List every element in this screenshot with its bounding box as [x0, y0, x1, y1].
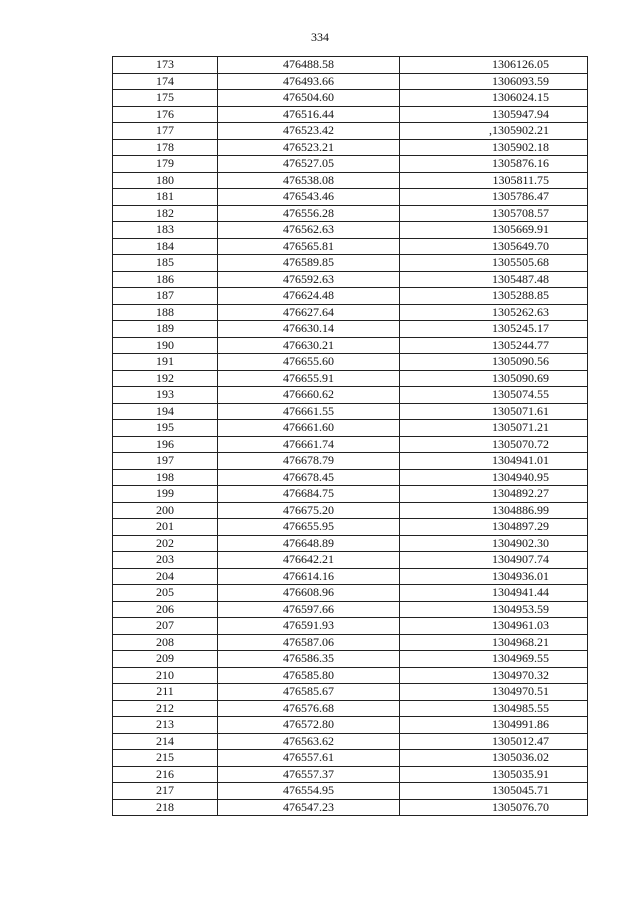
y-coordinate-cell: 1305505.68: [400, 255, 588, 272]
y-coordinate-cell: 1305947.94: [400, 106, 588, 123]
y-coordinate-cell: 1304991.86: [400, 717, 588, 734]
table-row: [113, 57, 588, 74]
table-row: [113, 733, 588, 750]
table-row: [113, 387, 588, 404]
y-coordinate-cell: 1305288.85: [400, 288, 588, 305]
y-coordinate-cell: 1306093.59: [400, 73, 588, 90]
point-number-cell: 188: [113, 304, 218, 321]
x-coordinate-cell: 476523.21: [218, 139, 400, 156]
point-number-cell: 176: [113, 106, 218, 123]
point-number-cell: 192: [113, 370, 218, 387]
point-number-cell: 205: [113, 585, 218, 602]
y-coordinate-cell: 1306024.15: [400, 90, 588, 107]
table-row: [113, 552, 588, 569]
x-coordinate-cell: 476527.05: [218, 156, 400, 173]
x-coordinate-cell: 476655.95: [218, 519, 400, 536]
x-coordinate-cell: 476557.37: [218, 766, 400, 783]
table-row: [113, 354, 588, 371]
y-coordinate-cell: 1305090.56: [400, 354, 588, 371]
point-number-cell: 210: [113, 667, 218, 684]
point-number-cell: 184: [113, 238, 218, 255]
y-coordinate-cell: 1306126.05: [400, 57, 588, 74]
table-row: [113, 288, 588, 305]
y-coordinate-cell: 1305708.57: [400, 205, 588, 222]
x-coordinate-cell: 476627.64: [218, 304, 400, 321]
y-coordinate-cell: 1304968.21: [400, 634, 588, 651]
y-coordinate-cell: 1305071.21: [400, 420, 588, 437]
y-coordinate-cell: 1304941.01: [400, 453, 588, 470]
x-coordinate-cell: 476592.63: [218, 271, 400, 288]
y-coordinate-cell: 1305244.77: [400, 337, 588, 354]
y-coordinate-cell: ,1305902.21: [400, 123, 588, 140]
point-number-cell: 200: [113, 502, 218, 519]
x-coordinate-cell: 476630.21: [218, 337, 400, 354]
point-number-cell: 182: [113, 205, 218, 222]
y-coordinate-cell: 1304961.03: [400, 618, 588, 635]
y-coordinate-cell: 1305076.70: [400, 799, 588, 816]
point-number-cell: 193: [113, 387, 218, 404]
y-coordinate-cell: 1305786.47: [400, 189, 588, 206]
table-row: [113, 634, 588, 651]
coordinates-table-body: [113, 57, 588, 816]
x-coordinate-cell: 476589.85: [218, 255, 400, 272]
x-coordinate-cell: 476488.58: [218, 57, 400, 74]
x-coordinate-cell: 476591.93: [218, 618, 400, 635]
point-number-cell: 213: [113, 717, 218, 734]
y-coordinate-cell: 1305649.70: [400, 238, 588, 255]
table-row: [113, 535, 588, 552]
y-coordinate-cell: 1304892.27: [400, 486, 588, 503]
point-number-cell: 178: [113, 139, 218, 156]
x-coordinate-cell: 476660.62: [218, 387, 400, 404]
table-row: [113, 90, 588, 107]
x-coordinate-cell: 476523.42: [218, 123, 400, 140]
point-number-cell: 177: [113, 123, 218, 140]
point-number-cell: 190: [113, 337, 218, 354]
table-row: [113, 271, 588, 288]
point-number-cell: 218: [113, 799, 218, 816]
page-number: 334: [311, 30, 329, 44]
table-row: [113, 304, 588, 321]
x-coordinate-cell: 476538.08: [218, 172, 400, 189]
y-coordinate-cell: 1305902.18: [400, 139, 588, 156]
point-number-cell: 189: [113, 321, 218, 338]
x-coordinate-cell: 476630.14: [218, 321, 400, 338]
point-number-cell: 206: [113, 601, 218, 618]
table-row: [113, 189, 588, 206]
table-row: [113, 750, 588, 767]
x-coordinate-cell: 476493.66: [218, 73, 400, 90]
point-number-cell: 204: [113, 568, 218, 585]
x-coordinate-cell: 476661.60: [218, 420, 400, 437]
x-coordinate-cell: 476576.68: [218, 700, 400, 717]
point-number-cell: 207: [113, 618, 218, 635]
table-row: [113, 123, 588, 140]
point-number-cell: 191: [113, 354, 218, 371]
point-number-cell: 212: [113, 700, 218, 717]
point-number-cell: 216: [113, 766, 218, 783]
point-number-cell: 208: [113, 634, 218, 651]
y-coordinate-cell: 1304970.32: [400, 667, 588, 684]
table-row: [113, 255, 588, 272]
point-number-cell: 198: [113, 469, 218, 486]
y-coordinate-cell: 1305036.02: [400, 750, 588, 767]
table-row: [113, 321, 588, 338]
x-coordinate-cell: 476563.62: [218, 733, 400, 750]
point-number-cell: 186: [113, 271, 218, 288]
x-coordinate-cell: 476661.55: [218, 403, 400, 420]
point-number-cell: 197: [113, 453, 218, 470]
y-coordinate-cell: 1305035.91: [400, 766, 588, 783]
x-coordinate-cell: 476557.61: [218, 750, 400, 767]
point-number-cell: 187: [113, 288, 218, 305]
point-number-cell: 202: [113, 535, 218, 552]
x-coordinate-cell: 476554.95: [218, 783, 400, 800]
table-row: [113, 370, 588, 387]
x-coordinate-cell: 476572.80: [218, 717, 400, 734]
x-coordinate-cell: 476565.81: [218, 238, 400, 255]
table-row: [113, 601, 588, 618]
point-number-cell: 173: [113, 57, 218, 74]
x-coordinate-cell: 476675.20: [218, 502, 400, 519]
point-number-cell: 199: [113, 486, 218, 503]
table-row: [113, 222, 588, 239]
point-number-cell: 201: [113, 519, 218, 536]
table-row: [113, 568, 588, 585]
x-coordinate-cell: 476642.21: [218, 552, 400, 569]
x-coordinate-cell: 476678.79: [218, 453, 400, 470]
table-row: [113, 172, 588, 189]
y-coordinate-cell: 1304940.95: [400, 469, 588, 486]
x-coordinate-cell: 476543.46: [218, 189, 400, 206]
y-coordinate-cell: 1305669.91: [400, 222, 588, 239]
point-number-cell: 194: [113, 403, 218, 420]
table-row: [113, 667, 588, 684]
y-coordinate-cell: 1304886.99: [400, 502, 588, 519]
x-coordinate-cell: 476516.44: [218, 106, 400, 123]
y-coordinate-cell: 1304941.44: [400, 585, 588, 602]
table-row: [113, 205, 588, 222]
table-row: [113, 700, 588, 717]
y-coordinate-cell: 1305245.17: [400, 321, 588, 338]
y-coordinate-cell: 1305071.61: [400, 403, 588, 420]
point-number-cell: 174: [113, 73, 218, 90]
table-row: [113, 436, 588, 453]
point-number-cell: 181: [113, 189, 218, 206]
table-row: [113, 651, 588, 668]
x-coordinate-cell: 476585.80: [218, 667, 400, 684]
point-number-cell: 175: [113, 90, 218, 107]
y-coordinate-cell: 1304985.55: [400, 700, 588, 717]
x-coordinate-cell: 476661.74: [218, 436, 400, 453]
point-number-cell: 215: [113, 750, 218, 767]
point-number-cell: 217: [113, 783, 218, 800]
y-coordinate-cell: 1304970.51: [400, 684, 588, 701]
x-coordinate-cell: 476597.66: [218, 601, 400, 618]
point-number-cell: 203: [113, 552, 218, 569]
table-row: [113, 73, 588, 90]
point-number-cell: 185: [113, 255, 218, 272]
y-coordinate-cell: 1305876.16: [400, 156, 588, 173]
point-number-cell: 214: [113, 733, 218, 750]
y-coordinate-cell: 1305090.69: [400, 370, 588, 387]
table-row: [113, 238, 588, 255]
x-coordinate-cell: 476585.67: [218, 684, 400, 701]
x-coordinate-cell: 476547.23: [218, 799, 400, 816]
table-row: [113, 684, 588, 701]
table-row: [113, 783, 588, 800]
x-coordinate-cell: 476608.96: [218, 585, 400, 602]
y-coordinate-cell: 1305012.47: [400, 733, 588, 750]
x-coordinate-cell: 476684.75: [218, 486, 400, 503]
table-row: [113, 486, 588, 503]
y-coordinate-cell: 1304953.59: [400, 601, 588, 618]
y-coordinate-cell: 1304936.01: [400, 568, 588, 585]
point-number-cell: 183: [113, 222, 218, 239]
point-number-cell: 211: [113, 684, 218, 701]
table-row: [113, 420, 588, 437]
x-coordinate-cell: 476624.48: [218, 288, 400, 305]
x-coordinate-cell: 476655.91: [218, 370, 400, 387]
x-coordinate-cell: 476614.16: [218, 568, 400, 585]
table-row: [113, 502, 588, 519]
table-row: [113, 139, 588, 156]
y-coordinate-cell: 1305811.75: [400, 172, 588, 189]
table-row: [113, 766, 588, 783]
x-coordinate-cell: 476504.60: [218, 90, 400, 107]
y-coordinate-cell: 1305045.71: [400, 783, 588, 800]
y-coordinate-cell: 1305262.63: [400, 304, 588, 321]
table-row: [113, 403, 588, 420]
x-coordinate-cell: 476648.89: [218, 535, 400, 552]
table-row: [113, 453, 588, 470]
table-row: [113, 519, 588, 536]
x-coordinate-cell: 476562.63: [218, 222, 400, 239]
table-row: [113, 618, 588, 635]
x-coordinate-cell: 476556.28: [218, 205, 400, 222]
y-coordinate-cell: 1304969.55: [400, 651, 588, 668]
y-coordinate-cell: 1304897.29: [400, 519, 588, 536]
point-number-cell: 179: [113, 156, 218, 173]
point-number-cell: 209: [113, 651, 218, 668]
x-coordinate-cell: 476586.35: [218, 651, 400, 668]
y-coordinate-cell: 1304902.30: [400, 535, 588, 552]
table-row: [113, 106, 588, 123]
y-coordinate-cell: 1305487.48: [400, 271, 588, 288]
point-number-cell: 196: [113, 436, 218, 453]
table-row: [113, 156, 588, 173]
x-coordinate-cell: 476655.60: [218, 354, 400, 371]
table-row: [113, 799, 588, 816]
y-coordinate-cell: 1305070.72: [400, 436, 588, 453]
point-number-cell: 195: [113, 420, 218, 437]
y-coordinate-cell: 1305074.55: [400, 387, 588, 404]
table-row: [113, 585, 588, 602]
table-row: [113, 469, 588, 486]
x-coordinate-cell: 476587.06: [218, 634, 400, 651]
coordinates-table: [112, 56, 588, 816]
table-row: [113, 337, 588, 354]
y-coordinate-cell: 1304907.74: [400, 552, 588, 569]
table-row: [113, 717, 588, 734]
x-coordinate-cell: 476678.45: [218, 469, 400, 486]
point-number-cell: 180: [113, 172, 218, 189]
